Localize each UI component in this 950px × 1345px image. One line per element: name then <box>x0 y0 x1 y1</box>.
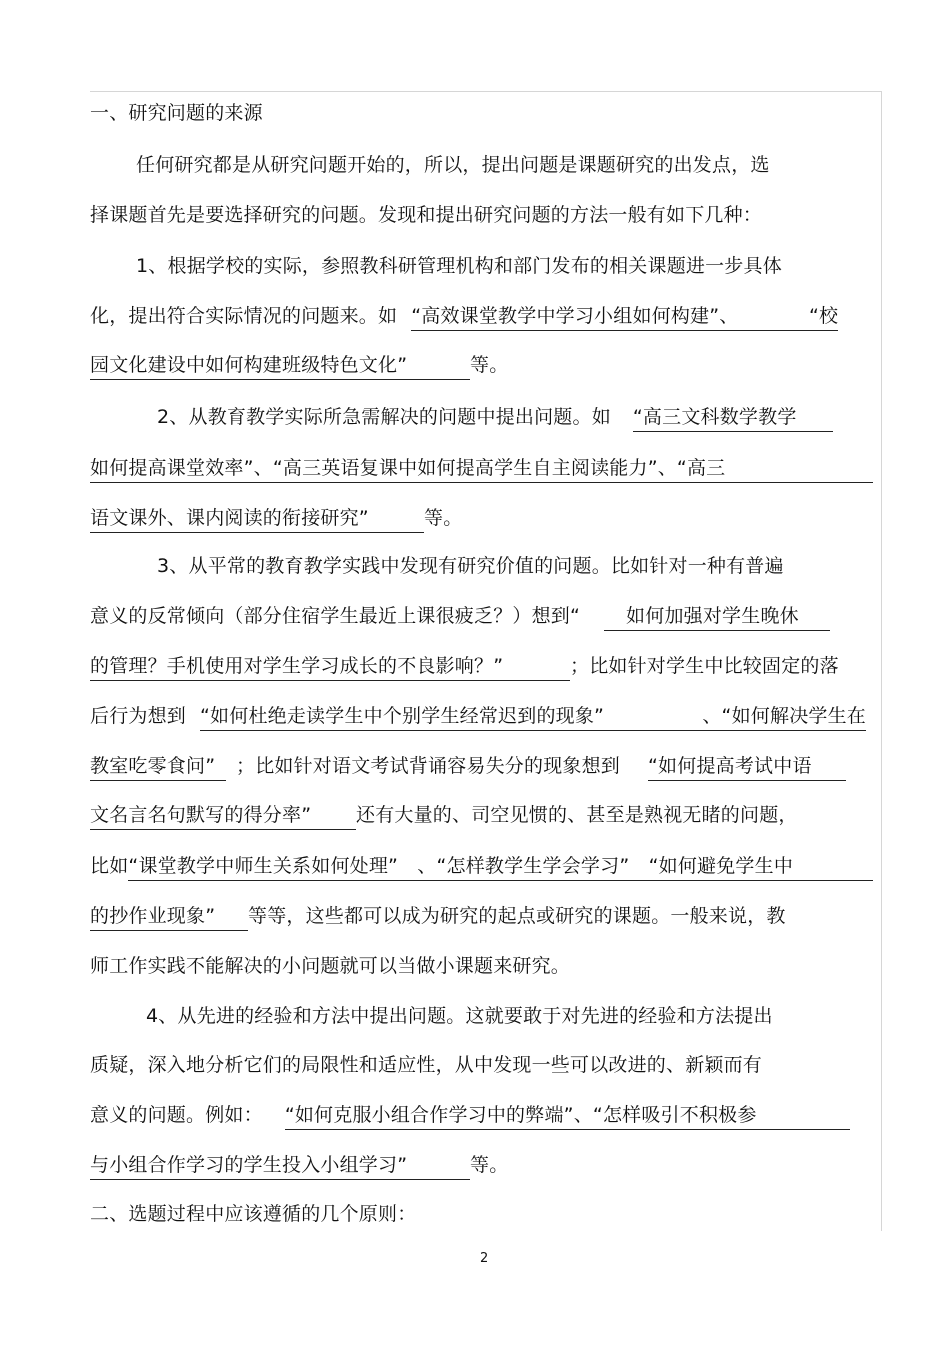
item1-line-3-tail: 等。 <box>470 354 509 376</box>
item3-example-4-start: “如何提高考试中语 <box>648 753 846 781</box>
section-heading-1: 一、研究问题的来源 <box>90 102 263 124</box>
item4-line-4-tail: 等。 <box>470 1154 509 1176</box>
page-number: 2 <box>480 1251 489 1266</box>
item3-line-8 <box>90 903 786 931</box>
item2-line-2 <box>90 455 873 483</box>
item1-line-2-text: 化，提出符合实际情况的问题来。如 <box>90 305 398 327</box>
item3-line-4-text: 后行为想到 <box>90 705 187 727</box>
item4-line-3-text: 意义的问题。例如： <box>90 1104 263 1126</box>
item3-line-3-tail: ；比如针对学生中比较固定的落 <box>570 655 839 677</box>
item3-example-3-start: 、“如何解决学生在 <box>665 703 866 731</box>
item2-line-1 <box>157 404 833 432</box>
item3-example-1-end: 的管理？手机使用对学生学习成长的不良影响？” <box>90 653 570 681</box>
item3-line-6 <box>90 802 798 830</box>
item1-line-2 <box>90 303 838 331</box>
item2-line-1-text: 2、从教育教学实际所急需解决的问题中提出问题。如 <box>157 406 611 428</box>
item4-line-4 <box>90 1152 508 1180</box>
item1-line-3 <box>90 352 508 380</box>
item3-line-7-text: 比如 <box>90 855 129 877</box>
intro-line-1: 任何研究都是从研究问题开始的，所以，提出问题是课题研究的出发点，选 <box>136 154 770 176</box>
item2-example-3-end: 语文课外、课内阅读的衔接研究” <box>90 505 424 533</box>
item1-example-2-end: 园文化建设中如何构建班级特色文化” <box>90 352 470 380</box>
item3-example-4-end: 文名言名句默写的得分率” <box>90 802 356 830</box>
item3-line-7 <box>90 853 873 881</box>
item4-example-2-end: 与小组合作学习的学生投入小组学习” <box>90 1152 470 1180</box>
item3-line-2 <box>90 603 830 631</box>
item3-line-5 <box>90 753 846 781</box>
item3-example-2: “如何杜绝走读学生中个别学生经常迟到的现象” <box>200 703 665 731</box>
item3-example-7-end: 的抄作业现象” <box>90 903 248 931</box>
item4-line-2: 质疑，深入地分析它们的局限性和适应性，从中发现一些可以改进的、新颖而有 <box>90 1054 763 1076</box>
item1-example-2-start: “校 <box>806 303 838 331</box>
item4-line-1: 4、从先进的经验和方法中提出问题。这就要敢于对先进的经验和方法提出 <box>146 1005 773 1027</box>
item3-line-9: 师工作实践不能解决的小问题就可以当做小课题来研究。 <box>90 955 571 977</box>
item3-examples-5-7: “课堂教学中师生关系如何处理” 、“怎样教学生学会学习” “如何避免学生中 <box>128 853 873 881</box>
item3-example-1-start: 如何加强对学生晚休 <box>604 603 830 631</box>
item2-example-1-start: “高三文科数学教学 <box>633 404 833 432</box>
item1-example-1: “高效课堂教学中学习小组如何构建”、 <box>411 303 806 331</box>
item3-line-3 <box>90 653 839 681</box>
item3-line-6-tail: 还有大量的、司空见惯的、甚至是熟视无睹的问题， <box>356 804 798 826</box>
item2-line-3 <box>90 505 462 533</box>
item3-line-4 <box>90 703 866 731</box>
item3-line-8-tail: 等等，这些都可以成为研究的起点或研究的课题。一般来说，教 <box>248 905 786 927</box>
item3-line-2-text: 意义的反常倾向（部分住宿学生最近上课很疲乏？）想到“ <box>90 605 581 627</box>
item2-line-3-tail: 等。 <box>424 507 463 529</box>
item3-line-5-text: ；比如针对语文考试背诵容易失分的现象想到 <box>236 755 621 777</box>
section-heading-2: 二、选题过程中应该遵循的几个原则： <box>90 1203 417 1225</box>
item1-line-1: 1、根据学校的实际，参照教科研管理机构和部门发布的相关课题进一步具体 <box>136 255 782 277</box>
item4-example-1: “如何克服小组合作学习中的弊端”、“怎样吸引不积极参 <box>285 1102 850 1130</box>
item3-example-3-end: 教室吃零食问” <box>90 753 226 781</box>
item3-line-1: 3、从平常的教育教学实践中发现有研究价值的问题。比如针对一种有普遍 <box>157 555 784 577</box>
item4-line-3 <box>90 1102 850 1130</box>
intro-line-2: 择课题首先是要选择研究的问题。发现和提出研究问题的方法一般有如下几种： <box>90 204 763 226</box>
item2-examples: 如何提高课堂效率”、“高三英语复课中如何提高学生自主阅读能力”、“高三 <box>90 455 873 483</box>
